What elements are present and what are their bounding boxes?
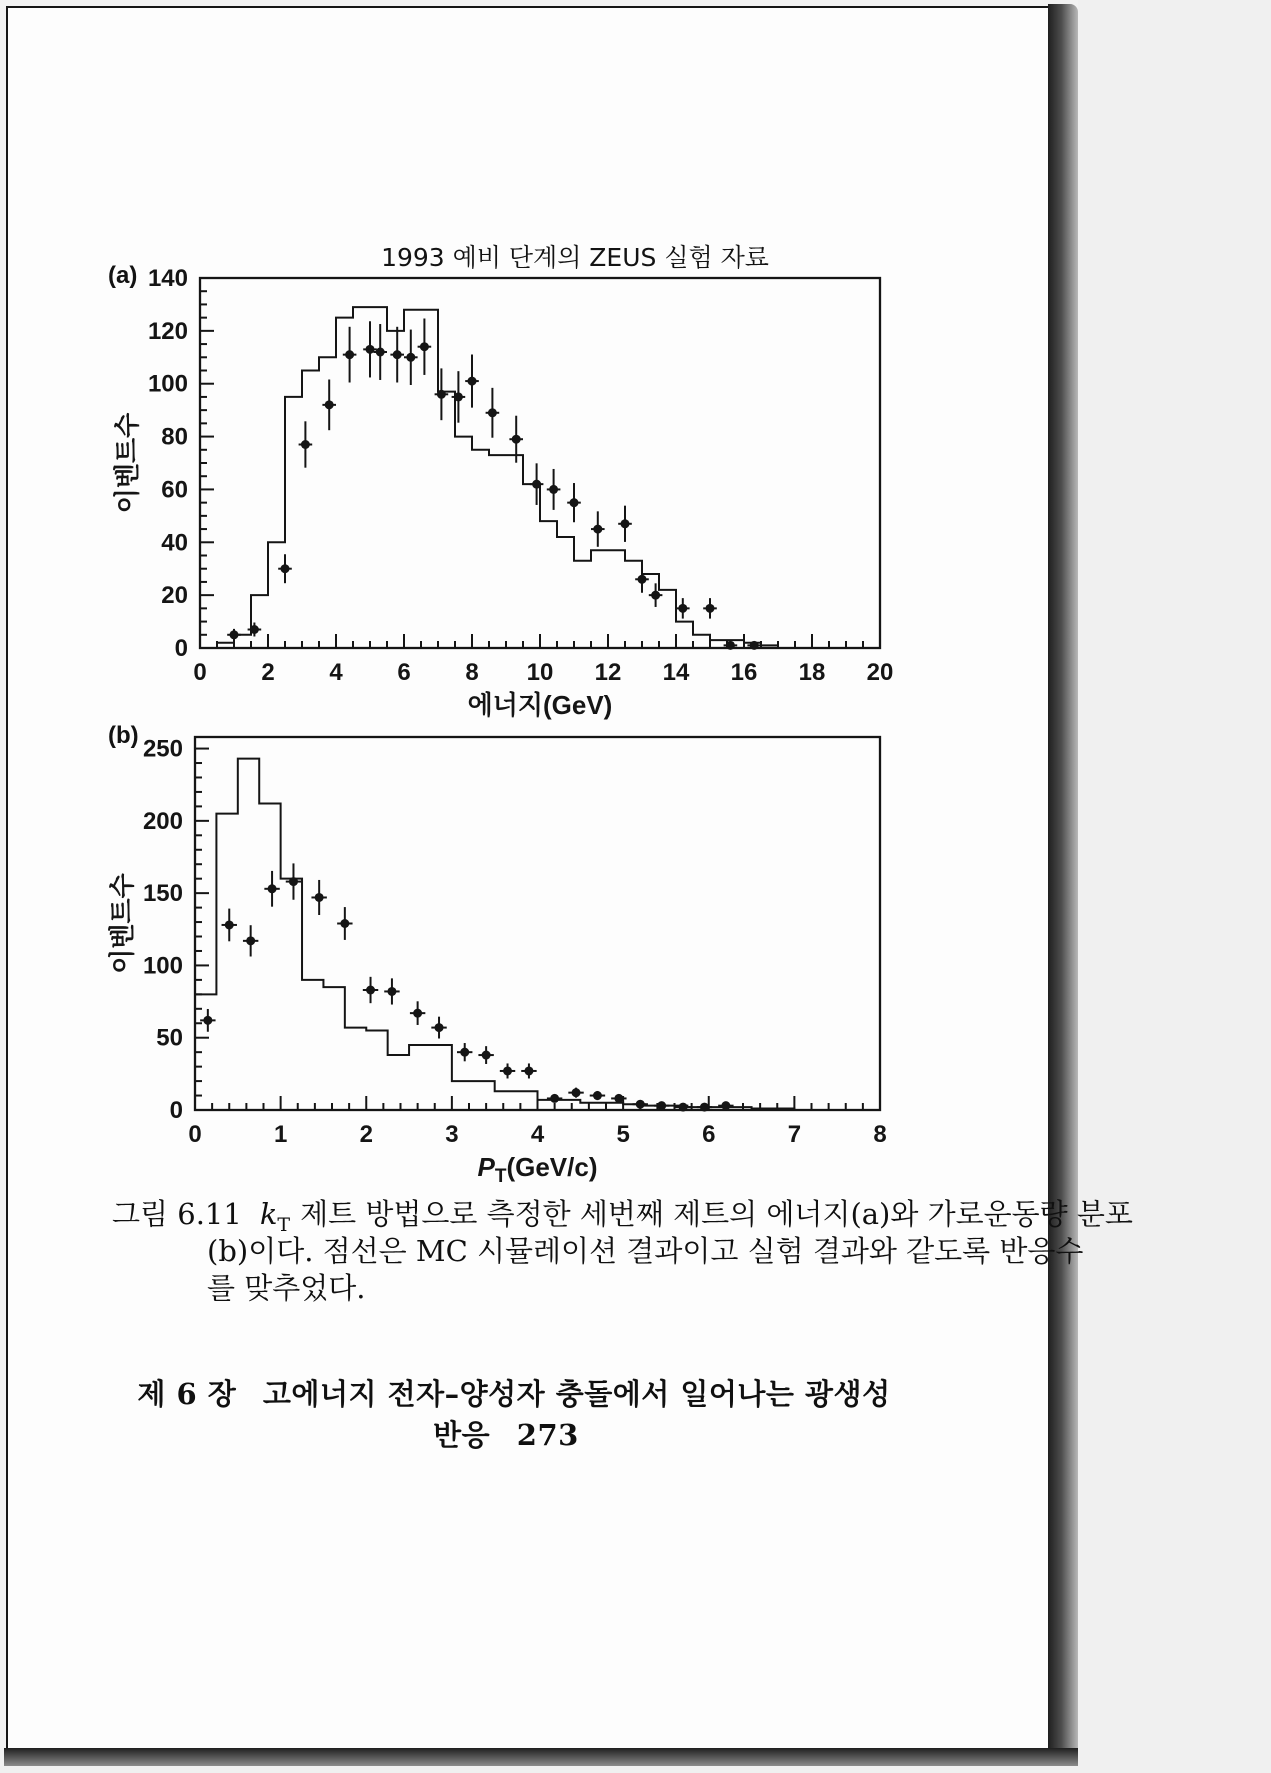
- svg-text:6: 6: [397, 659, 411, 686]
- svg-text:2: 2: [359, 1121, 373, 1148]
- page-footer: [110, 1372, 910, 1454]
- svg-text:3: 3: [445, 1121, 459, 1148]
- caption-text-1: 제트 방법으로 측정한 세번째 제트의 에너지(a)와 가로운동량 분포: [300, 1197, 1133, 1231]
- data-points: [227, 318, 761, 649]
- svg-text:10: 10: [526, 659, 554, 686]
- svg-text:7: 7: [787, 1121, 802, 1148]
- book-gutter-shadow: [1048, 4, 1078, 1766]
- svg-text:60: 60: [161, 476, 188, 504]
- svg-text:1: 1: [273, 1121, 288, 1148]
- kt-subscript: T: [277, 1213, 291, 1236]
- svg-text:8: 8: [873, 1121, 887, 1148]
- page-number: 273: [516, 1418, 579, 1452]
- svg-text:12: 12: [594, 659, 622, 686]
- chart-a-canvas: [112, 265, 893, 720]
- scan-right-margin: [1078, 0, 1271, 1773]
- chart-b-pt-histogram: [105, 712, 900, 1202]
- figure-number: 그림 6.11: [112, 1197, 242, 1231]
- svg-text:120: 120: [147, 317, 188, 345]
- svg-text:2: 2: [261, 659, 275, 686]
- svg-text:100: 100: [147, 370, 188, 398]
- svg-text:150: 150: [142, 880, 183, 908]
- chart-a-energy-histogram: [110, 238, 900, 723]
- svg-text:100: 100: [142, 952, 183, 980]
- data-points: [200, 863, 733, 1111]
- figure-caption-line3: 를 맞추었다.: [207, 1271, 366, 1305]
- plot-frame: [200, 278, 880, 648]
- svg-text:0: 0: [174, 635, 188, 662]
- kt-symbol: k: [259, 1197, 278, 1231]
- chart-b-canvas: [107, 736, 887, 1187]
- panel-a-label: (a): [108, 262, 138, 289]
- svg-text:18: 18: [798, 659, 826, 686]
- svg-text:250: 250: [142, 735, 183, 763]
- scan-bottom-margin: [0, 1766, 1271, 1773]
- svg-text:20: 20: [161, 582, 188, 610]
- x-axis-title: $P_T(GeV/c)$: [477, 1152, 598, 1187]
- scan-bottom-shadow: [4, 1748, 1078, 1766]
- svg-text:4: 4: [329, 659, 343, 686]
- x-axis-title: 에너지(GeV): [467, 690, 613, 720]
- plot-frame: [195, 737, 880, 1110]
- svg-text:140: 140: [147, 265, 188, 292]
- svg-text:5: 5: [616, 1121, 630, 1148]
- svg-text:40: 40: [161, 529, 188, 557]
- svg-text:0: 0: [193, 659, 207, 686]
- chapter-title: 고에너지 전자–양성자 충돌에서 일어나는 광생성 반응: [262, 1377, 891, 1452]
- svg-text:200: 200: [142, 807, 183, 835]
- svg-text:6: 6: [702, 1121, 716, 1148]
- svg-text:80: 80: [161, 423, 188, 451]
- figure-caption-line2: (b)이다. 점선은 MC 시뮬레이션 결과이고 실험 결과와 같도록 반응수: [207, 1234, 1084, 1268]
- figure-title: 1993 예비 단계의 ZEUS 실험 자료: [381, 243, 769, 272]
- svg-text:0: 0: [188, 1121, 202, 1148]
- svg-text:16: 16: [730, 659, 758, 686]
- svg-text:4: 4: [530, 1121, 545, 1148]
- y-axis-title: 이벤트수: [107, 873, 137, 974]
- mc-histogram-line: [195, 759, 880, 1110]
- svg-text:14: 14: [662, 659, 690, 686]
- svg-text:0: 0: [169, 1097, 183, 1124]
- svg-text:20: 20: [866, 659, 894, 686]
- mc-histogram-line: [200, 307, 812, 648]
- chapter-label: 제 6 장: [137, 1377, 237, 1411]
- y-axis-title: 이벤트수: [112, 412, 142, 514]
- panel-b-label: (b): [108, 722, 139, 749]
- svg-text:50: 50: [156, 1024, 183, 1052]
- svg-text:8: 8: [465, 659, 479, 686]
